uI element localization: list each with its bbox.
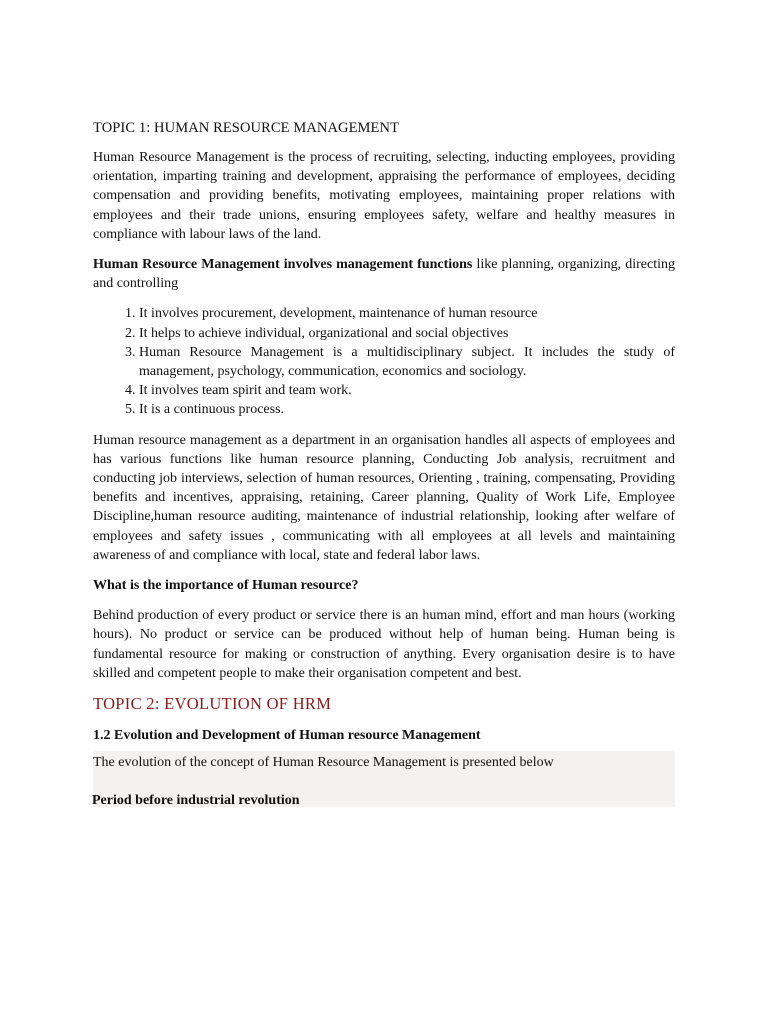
list-item: 3. Human Resource Management is a multidisciplinary subject. It includes the study of management, psychology, communication, economics and sociology. [139, 343, 675, 381]
topic1-heading: TOPIC 1: HUMAN RESOURCE MANAGEMENT [93, 120, 400, 136]
hrm-features-list [93, 304, 675, 419]
period-heading: Period before industrial revolution [92, 793, 300, 809]
topic2-heading: TOPIC 2: EVOLUTION OF HRM [93, 694, 332, 714]
evolution-subheading: 1.2 Evolution and Development of Human resource Management [93, 728, 481, 744]
hrm-functions-lead: Human Resource Management involves management functions [93, 257, 473, 273]
hrm-department-paragraph: Human resource management as a department in an organisation handles all aspects of employees and has various functions like human resource planning, Conducting Job analysis, recruitment and conducting job interviews, selection of human resources, Orienting , training, compensating, Providing benefits and incentives, appraising, retaining, Career planning, Quality of Work Life, Employee Discipline,human resource auditing, maintenance of industrial relationship, looking after welfare of employees and safety issues , communicating with all employees at all levels and maintaining awareness of and compliance with local, state and federal labor laws. [93, 432, 675, 563]
evolution-intro: The evolution of the concept of Human Resource Management is presented below [93, 755, 554, 771]
list-item: 5. It is a continuous process. [139, 400, 675, 419]
hrm-definition-paragraph: Human Resource Management is the process of recruiting, selecting, inducting employees, providing orientation, imparting training and development, appraising the performance of employees, deciding compensation and providing benefits, motivating employees, maintaining proper relations with employees and their trade unions, ensuring employees safety, welfare and healthy measures in compliance with labour laws of the land. [93, 150, 675, 242]
hrm-functions-rest: like planning, organizing, directing and controlling [93, 257, 675, 292]
importance-question: What is the importance of Human resource? [93, 578, 359, 594]
importance-answer-paragraph: Behind production of every product or service there is an human mind, effort and man hours (working hours). No product or service can be produced without help of human being. Human being is fundamental resource for making or construction of anything. Every organisation desire is to have skilled and competent people to make their organisation competent and best. [93, 608, 675, 681]
hrm-functions-paragraph [93, 255, 675, 293]
list-item: 1. It involves procurement, development, maintenance of human resource [139, 304, 675, 323]
shaded-section [93, 751, 675, 807]
list-item: 2. It helps to achieve individual, organizational and social objectives [139, 324, 675, 343]
list-item: 4. It involves team spirit and team work. [139, 381, 675, 400]
